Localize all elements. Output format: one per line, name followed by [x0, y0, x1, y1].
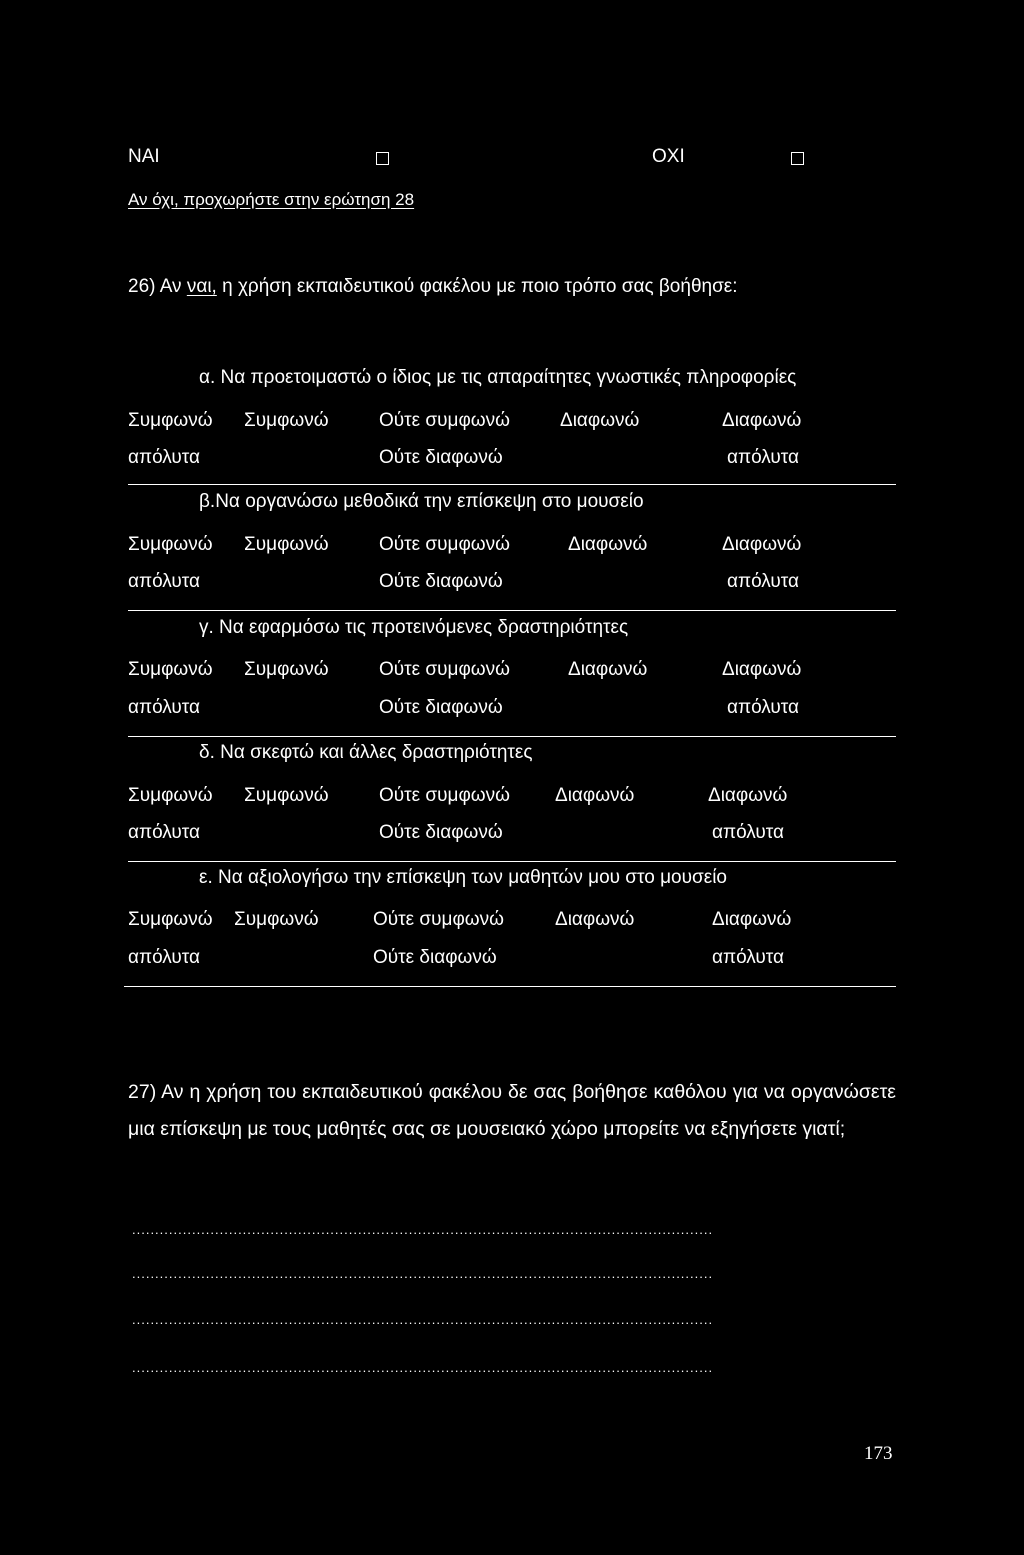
- q26-underlined: ναι,: [186, 276, 217, 297]
- scale-strongly-disagree[interactable]: Διαφωνώ: [722, 410, 802, 431]
- scale-neutral-sub: Ούτε διαφωνώ: [379, 447, 503, 468]
- scale-neutral[interactable]: Ούτε συμφωνώ: [379, 534, 510, 555]
- item-a-label: α. Να προετοιμαστώ ο ίδιος με τις απαραίτητες γνωστικές πληροφορίες: [199, 367, 797, 388]
- scale-neutral[interactable]: Ούτε συμφωνώ: [379, 410, 510, 431]
- scale-strongly-agree[interactable]: Συμφωνώ: [128, 534, 213, 555]
- scale-strongly-agree[interactable]: Συμφωνώ: [128, 410, 213, 431]
- q27-text: 27) Αν η χρήση του εκπαιδευτικού φακέλου δε σας βοήθησε καθόλου για να οργανώσετε μια επίσκεψη με τους μαθητές σας σε μουσειακό χώρο μπορείτε να εξηγήσετε γιατί;: [128, 1081, 896, 1140]
- answer-line[interactable]: ..............................................................................................................................: [132, 1360, 714, 1375]
- scale-neutral-sub: Ούτε διαφωνώ: [373, 947, 497, 968]
- scale-strongly-agree-sub: απόλυτα: [128, 447, 200, 468]
- q26-heading: [128, 276, 738, 298]
- item-b-label: β.Να οργανώσω μεθοδικά την επίσκεψη στο μουσείο: [199, 491, 644, 512]
- yes-checkbox[interactable]: [376, 152, 389, 165]
- scale-strongly-agree-sub: απόλυτα: [128, 947, 200, 968]
- scale-strongly-disagree-sub: απόλυτα: [712, 822, 784, 843]
- item-e-label: ε. Να αξιολογήσω την επίσκεψη των μαθητών μου στο μουσείο: [199, 867, 728, 888]
- item-d-label: δ. Να σκεφτώ και άλλες δραστηριότητες: [199, 742, 533, 763]
- divider: [124, 986, 896, 987]
- item-c-label: γ. Να εφαρμόσω τις προτεινόμενες δραστηριότητες: [199, 617, 629, 638]
- scale-strongly-agree[interactable]: Συμφωνώ: [128, 785, 213, 806]
- scale-neutral-sub: Ούτε διαφωνώ: [379, 822, 503, 843]
- scale-strongly-disagree-sub: απόλυτα: [727, 447, 799, 468]
- scale-strongly-disagree-sub: απόλυτα: [712, 947, 784, 968]
- no-label: ΟΧΙ: [652, 146, 685, 167]
- scale-agree[interactable]: Συμφωνώ: [244, 410, 329, 431]
- scale-strongly-disagree-sub: απόλυτα: [727, 697, 799, 718]
- scale-disagree[interactable]: Διαφωνώ: [555, 909, 635, 930]
- q26-pre: Αν: [159, 276, 182, 297]
- scale-neutral[interactable]: Ούτε συμφωνώ: [379, 785, 510, 806]
- divider: [128, 610, 896, 611]
- q26-post: η χρήση εκπαιδευτικού φακέλου με ποιο τρόπο σας βοήθησε:: [222, 276, 738, 297]
- divider: [128, 861, 896, 862]
- scale-agree[interactable]: Συμφωνώ: [244, 785, 329, 806]
- scale-strongly-disagree[interactable]: Διαφωνώ: [722, 534, 802, 555]
- scale-strongly-agree-sub: απόλυτα: [128, 697, 200, 718]
- answer-line[interactable]: ..............................................................................................................................: [132, 1266, 714, 1281]
- scale-disagree[interactable]: Διαφωνώ: [568, 659, 648, 680]
- scale-disagree[interactable]: Διαφωνώ: [560, 410, 640, 431]
- page-number: 173: [864, 1443, 893, 1464]
- answer-line[interactable]: ..............................................................................................................................: [132, 1312, 714, 1327]
- scale-agree[interactable]: Συμφωνώ: [244, 534, 329, 555]
- scale-neutral-sub: Ούτε διαφωνώ: [379, 697, 503, 718]
- q26-number: 26): [128, 276, 156, 297]
- scale-neutral[interactable]: Ούτε συμφωνώ: [373, 909, 504, 930]
- answer-line[interactable]: ..............................................................................................................................: [132, 1222, 714, 1237]
- scale-strongly-disagree[interactable]: Διαφωνώ: [708, 785, 788, 806]
- scale-disagree[interactable]: Διαφωνώ: [555, 785, 635, 806]
- skip-instruction: Αν όχι, προχωρήστε στην ερώτηση 28: [128, 190, 415, 209]
- scale-strongly-agree[interactable]: Συμφωνώ: [128, 909, 213, 930]
- scale-strongly-agree[interactable]: Συμφωνώ: [128, 659, 213, 680]
- no-checkbox[interactable]: [791, 152, 804, 165]
- scale-agree[interactable]: Συμφωνώ: [234, 909, 319, 930]
- scale-strongly-agree-sub: απόλυτα: [128, 822, 200, 843]
- divider: [128, 736, 896, 737]
- scale-strongly-disagree[interactable]: Διαφωνώ: [712, 909, 792, 930]
- scale-strongly-disagree[interactable]: Διαφωνώ: [722, 659, 802, 680]
- scale-strongly-disagree-sub: απόλυτα: [727, 571, 799, 592]
- scale-strongly-agree-sub: απόλυτα: [128, 571, 200, 592]
- yes-label: ΝΑΙ: [128, 146, 160, 167]
- divider: [128, 484, 896, 485]
- scale-disagree[interactable]: Διαφωνώ: [568, 534, 648, 555]
- scale-neutral[interactable]: Ούτε συμφωνώ: [379, 659, 510, 680]
- scale-neutral-sub: Ούτε διαφωνώ: [379, 571, 503, 592]
- scale-agree[interactable]: Συμφωνώ: [244, 659, 329, 680]
